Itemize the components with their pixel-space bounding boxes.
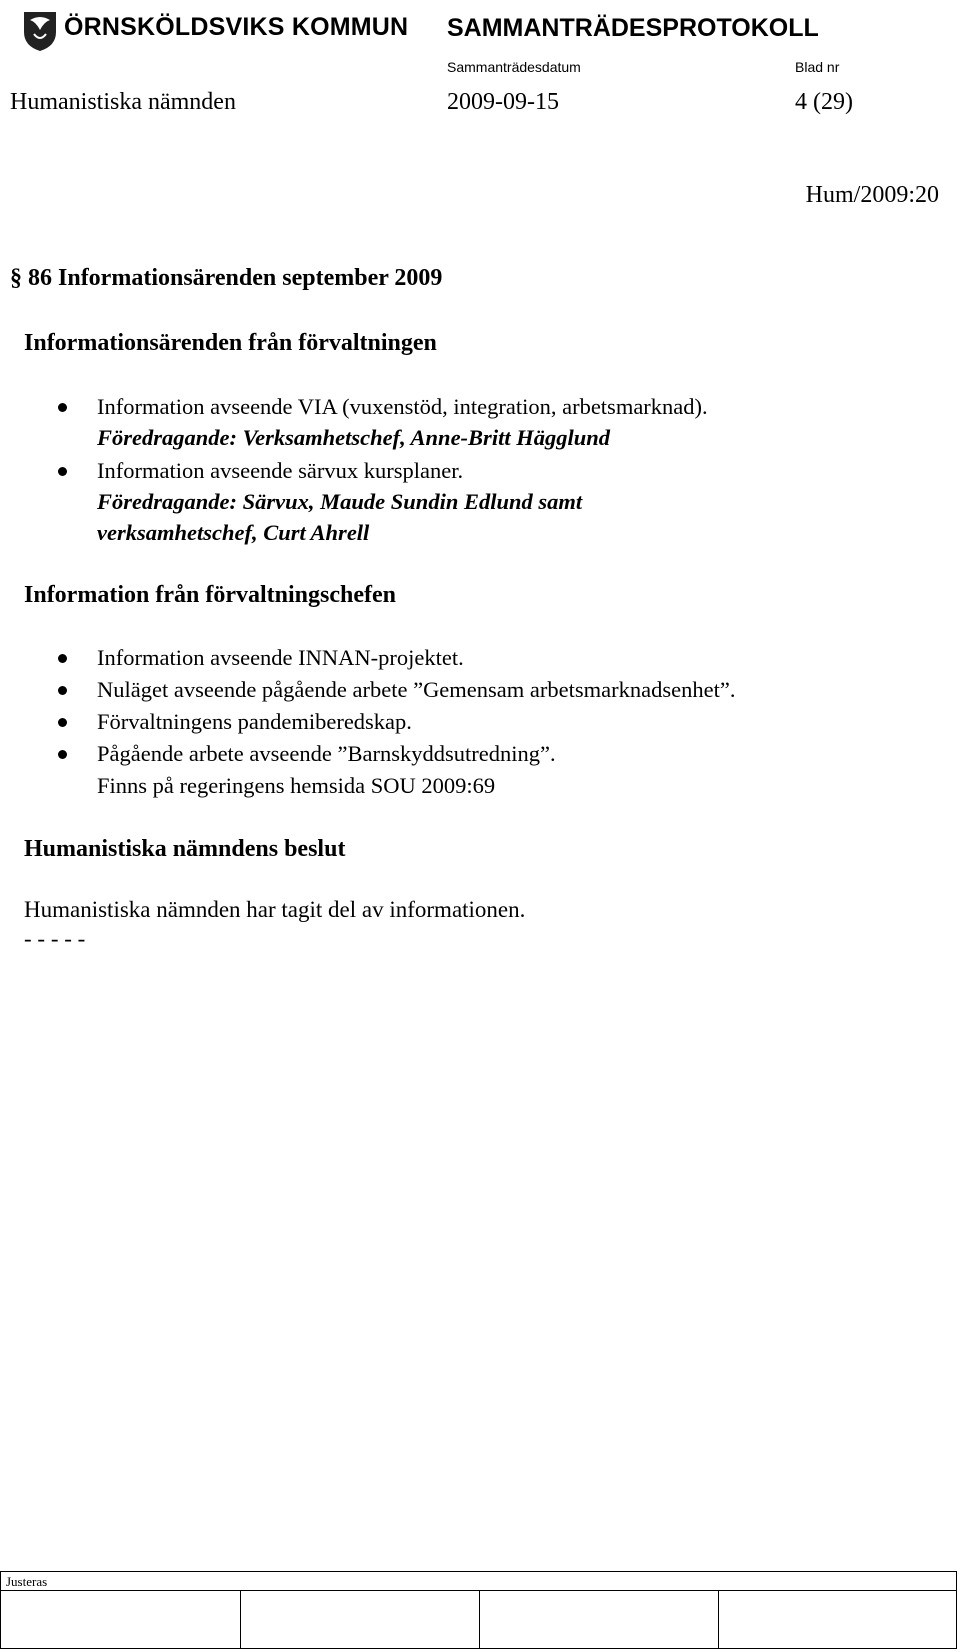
signature-label: Justeras	[6, 1574, 48, 1589]
admin-info-heading: Informationsärenden från förvaltningen	[24, 330, 437, 356]
committee-name: Humanistiska nämnden	[10, 89, 236, 115]
list-item: Information avseende särvux kursplaner.	[97, 458, 464, 483]
page-number: 4 (29)	[795, 89, 853, 115]
bullet-icon	[58, 403, 67, 412]
bullet-icon	[58, 467, 67, 476]
list-item-continuation: Finns på regeringens hemsida SOU 2009:69	[97, 773, 496, 798]
logo-wordmark: ÖRNSKÖLDSVIKS KOMMUN	[64, 13, 409, 41]
bullet-icon	[58, 654, 67, 663]
page-number-label: Blad nr	[795, 59, 840, 75]
presenter-line: Föredragande: Särvux, Maude Sundin Edlund samt	[97, 489, 583, 514]
decision-heading: Humanistiska nämndens beslut	[24, 836, 346, 862]
chief-info-heading: Information från förvaltningschefen	[24, 582, 396, 608]
list-item: Pågående arbete avseende ”Barnskyddsutredning”.	[97, 741, 556, 766]
list-item: Information avseende VIA (vuxenstöd, integration, arbetsmarknad).	[97, 394, 708, 419]
signature-cell-divider	[479, 1591, 480, 1649]
bullet-icon	[58, 718, 67, 727]
meeting-date: 2009-09-15	[447, 89, 559, 115]
presenter-line: Föredragande: Verksamhetschef, Anne-Britt Hägglund	[97, 425, 610, 450]
bullet-icon	[58, 750, 67, 759]
presenter-line: verksamhetschef, Curt Ahrell	[97, 520, 370, 545]
meeting-date-label: Sammanträdesdatum	[447, 59, 581, 75]
decision-text: Humanistiska nämnden har tagit del av informationen.	[24, 897, 526, 922]
bullet-icon	[58, 686, 67, 695]
reference-number: Hum/2009:20	[805, 182, 939, 208]
section-title: § 86 Informationsärenden september 2009	[10, 265, 443, 291]
list-item: Information avseende INNAN-projektet.	[97, 645, 464, 670]
signature-cell-divider	[718, 1591, 719, 1649]
end-marker: - - - - -	[24, 926, 86, 951]
document-title: SAMMANTRÄDESPROTOKOLL	[447, 14, 819, 42]
signature-cell-divider	[240, 1591, 241, 1649]
list-item: Förvaltningens pandemiberedskap.	[97, 709, 412, 734]
list-item: Nuläget avseende pågående arbete ”Gemensam arbetsmarknadsenhet”.	[97, 677, 736, 702]
